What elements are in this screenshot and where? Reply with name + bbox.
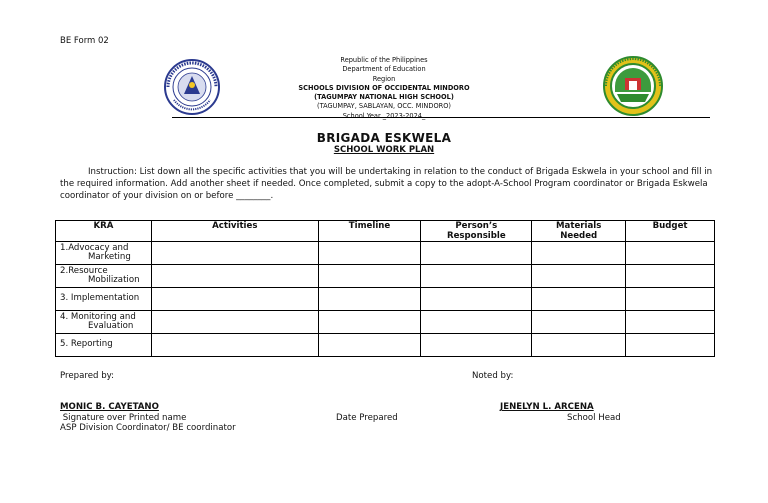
column-header-activities: Activities — [151, 221, 318, 242]
header-division: SCHOOLS DIVISION OF OCCIDENTAL MINDORO — [298, 83, 470, 92]
prepared-by-label: Prepared by: — [60, 371, 115, 381]
activities-cell[interactable] — [151, 242, 318, 265]
column-header-budget: Budget — [626, 221, 715, 242]
kra-line-2: Mobilization — [88, 275, 140, 285]
persons-cell[interactable] — [421, 334, 532, 357]
activities-cell[interactable] — [151, 288, 318, 311]
persons-line-1: Person’s — [455, 221, 498, 231]
kra-cell — [56, 242, 152, 265]
header-school-year: School Year _2023-2024_ — [342, 111, 426, 120]
persons-cell[interactable] — [421, 242, 532, 265]
kra-cell — [56, 265, 152, 288]
table-row — [56, 311, 715, 334]
page-subtitle: SCHOOL WORK PLAN — [333, 145, 435, 155]
school-head-name: JENELYN L. ARCENA — [500, 402, 594, 412]
budget-cell[interactable] — [626, 242, 715, 265]
activities-cell[interactable] — [151, 334, 318, 357]
preparer-name: MONIC B. CAYETANO — [60, 402, 159, 412]
deped-seal-logo — [162, 58, 222, 116]
budget-cell[interactable] — [626, 334, 715, 357]
column-header-kra: KRA — [56, 221, 152, 242]
table-row — [56, 242, 715, 265]
timeline-cell[interactable] — [318, 311, 421, 334]
budget-cell[interactable] — [626, 265, 715, 288]
table-row — [56, 288, 715, 311]
kra-cell — [56, 311, 152, 334]
school-head-role: School Head — [567, 412, 621, 423]
work-plan-table — [55, 220, 715, 357]
kra-line-1: 4. Monitoring and — [60, 311, 136, 322]
materials-cell[interactable] — [532, 334, 626, 357]
timeline-cell[interactable] — [318, 288, 421, 311]
materials-cell[interactable] — [532, 311, 626, 334]
kra-line-2: Evaluation — [88, 321, 134, 331]
kra-line-2: Marketing — [88, 252, 131, 262]
column-header-persons-responsible — [421, 221, 532, 242]
materials-line-1: Materials — [556, 221, 602, 231]
budget-cell[interactable] — [626, 288, 715, 311]
kra-line-1: 1.Advocacy and — [60, 242, 129, 253]
kra-cell — [56, 334, 152, 357]
column-header-timeline: Timeline — [318, 221, 421, 242]
preparer-signature-caption: Signature over Printed name — [60, 412, 187, 423]
document-header — [250, 56, 518, 121]
materials-cell[interactable] — [532, 265, 626, 288]
header-divider — [172, 117, 710, 118]
persons-cell[interactable] — [421, 311, 532, 334]
persons-line-2: Responsible — [446, 231, 506, 241]
kra-cell — [56, 288, 152, 311]
header-address: (TAGUMPAY, SABLAYAN, OCC. MINDORO) — [317, 102, 451, 111]
school-head-signature-block — [500, 402, 621, 423]
header-republic: Republic of the Philippines — [340, 56, 428, 64]
kra-line-1: 5. Reporting — [60, 339, 113, 350]
header-region: Region — [372, 74, 396, 83]
preparer-signature-block — [60, 402, 236, 434]
materials-line-2: Needed — [560, 231, 598, 241]
instruction-text: Instruction: List down all the specific activities that you will be undertaking in relation to the conduct of Brigada Eskwela in your school and fill in the required information. Add another sheet if needed. Once completed, submit a copy to the adopt-A-School Program coordinator or Brigada Eskwela coordinator of your division on or before ________. — [60, 167, 713, 201]
noted-by-label: Noted by: — [472, 371, 514, 381]
persons-cell[interactable] — [421, 288, 532, 311]
materials-cell[interactable] — [532, 242, 626, 265]
table-header-row — [56, 221, 715, 242]
header-department: Department of Education — [342, 65, 426, 74]
materials-cell[interactable] — [532, 288, 626, 311]
timeline-cell[interactable] — [318, 265, 421, 288]
column-header-materials-needed — [532, 221, 626, 242]
activities-cell[interactable] — [151, 265, 318, 288]
timeline-cell[interactable] — [318, 334, 421, 357]
kra-line-1: 2.Resource — [60, 265, 108, 276]
persons-cell[interactable] — [421, 265, 532, 288]
budget-cell[interactable] — [626, 311, 715, 334]
table-row — [56, 265, 715, 288]
date-prepared-label: Date Prepared — [336, 413, 398, 423]
form-code: BE Form 02 — [60, 36, 109, 46]
kra-line-1: 3. Implementation — [60, 293, 140, 304]
school-seal-logo — [602, 56, 664, 116]
preparer-position: ASP Division Coordinator/ BE coordinator — [60, 423, 236, 433]
table-row — [56, 334, 715, 357]
activities-cell[interactable] — [151, 311, 318, 334]
header-school: (TAGUMPAY NATIONAL HIGH SCHOOL) — [314, 93, 454, 102]
page-title: BRIGADA ESKWELA — [316, 131, 452, 145]
timeline-cell[interactable] — [318, 242, 421, 265]
